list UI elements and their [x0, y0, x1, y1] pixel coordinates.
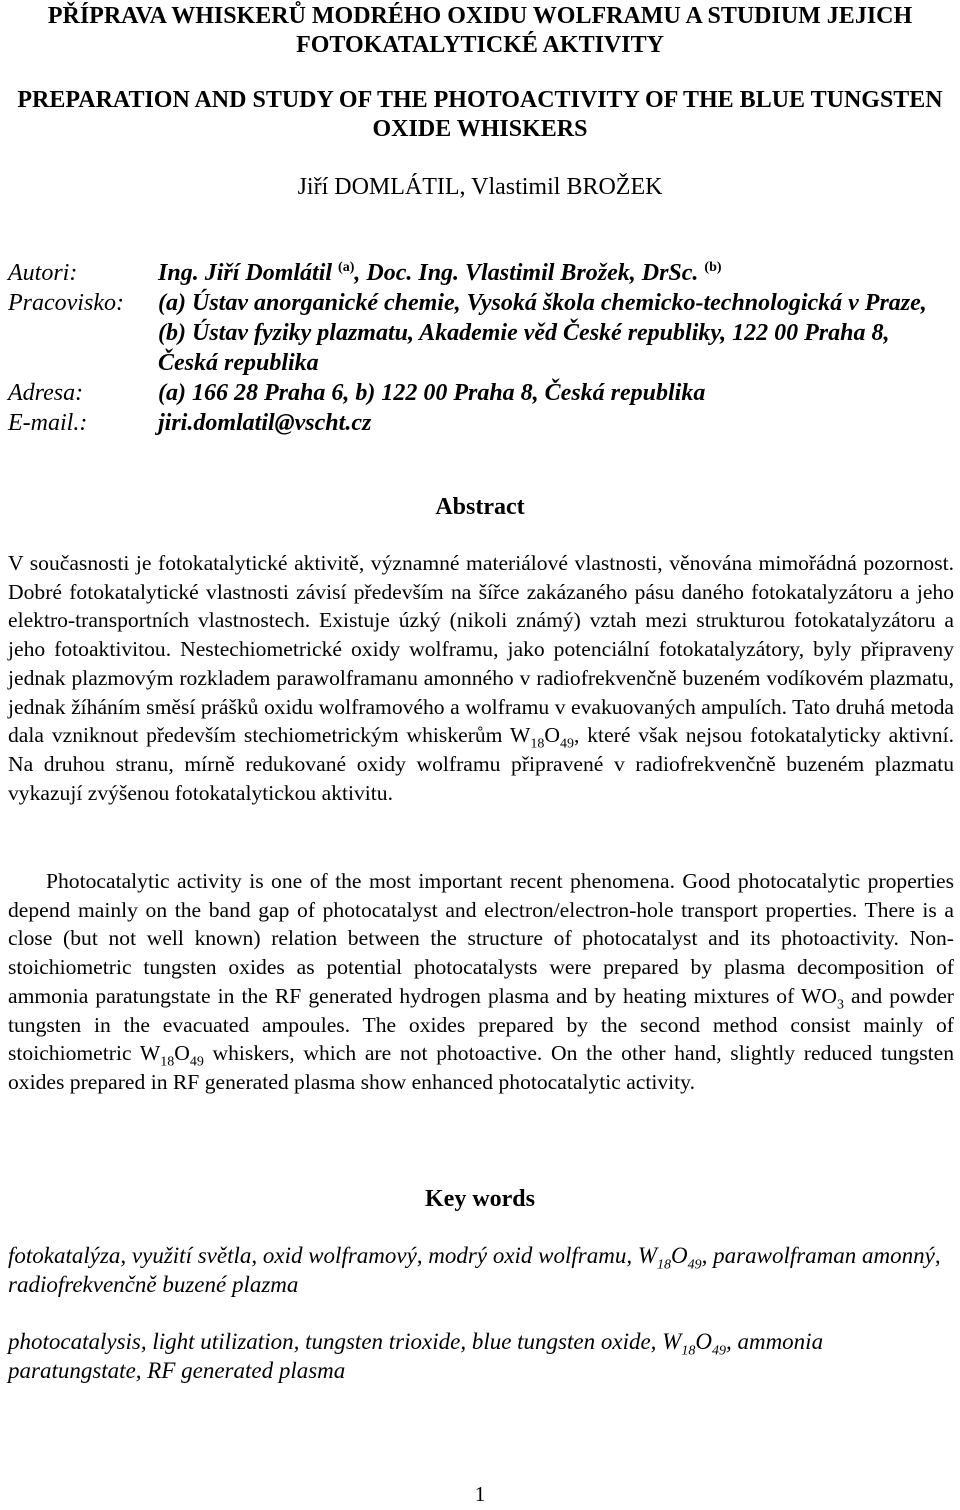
info-label-autori: Autori: [8, 260, 78, 286]
title-czech: PŘÍPRAVA WHISKERŮ MODRÉHO OXIDU WOLFRAMU A STUDIUM JEJICH FOTOKATALYTICKÉ AKTIVITY [47, 3, 913, 58]
formula-subscript: 18 [681, 1343, 696, 1359]
formula-element: O [695, 1329, 712, 1354]
info-row-autori [8, 258, 952, 288]
author-a: Ing. Jiří Domlátil [158, 260, 333, 286]
info-row-adresa [8, 378, 952, 408]
formula-element: O [174, 1041, 190, 1066]
author-a-affiliation: (a) [338, 260, 355, 275]
authors-line: Jiří DOMLÁTIL, Vlastimil BROŽEK [297, 174, 663, 200]
formula-subscript: 49 [687, 1257, 702, 1273]
formula-subscript: 3 [836, 997, 844, 1013]
abstract-heading: Abstract [435, 494, 525, 520]
keywords-english-text-2: , ammonia paratungstate, RF generated plasma [8, 1329, 824, 1383]
keywords-heading: Key words [425, 1186, 535, 1212]
info-value-adresa: (a) 166 28 Praha 6, b) 122 00 Praha 8, Česká republika [158, 380, 706, 406]
formula-subscript: 18 [530, 736, 545, 752]
info-label-pracovisko: Pracovisko: [8, 290, 124, 316]
abstract-english-text-2: and powder tungsten in the evacuated ampoules. The oxides prepared by the second method consist mainly of stoichiometric W [8, 983, 954, 1066]
abstract-czech-text-2: , které však nejsou fotokatalyticky aktivní. Na druhou stranu, mírně redukované oxidy wolframu připravené v radiofrekvenčně buzeném plazmatu vykazují zvýšenou fotokatalytickou aktivitu. [8, 723, 954, 805]
formula-subscript: 18 [160, 1054, 175, 1070]
keywords-czech-text-1: fotokatalýza, využití světla, oxid wolframový, modrý oxid wolframu, W [8, 1243, 658, 1268]
formula-element: O [544, 723, 560, 748]
formula-subscript: 49 [189, 1054, 204, 1070]
formula-subscript: 49 [559, 736, 574, 752]
formula-subscript: 18 [657, 1257, 672, 1273]
info-value-pracovisko: (a) Ústav anorganické chemie, Vysoká škola chemicko-technologická v Praze, (b) Ústav fyziky plazmatu, Akademie věd České republiky, 122 00 Praha 8, Česká republika [158, 290, 927, 376]
page-number: 1 [474, 1482, 486, 1506]
keywords-czech [8, 1242, 954, 1299]
abstract-czech [8, 549, 954, 807]
title-english: PREPARATION AND STUDY OF THE PHOTOACTIVITY OF THE BLUE TUNGSTEN OXIDE WHISKERS [17, 87, 943, 142]
keywords-english [8, 1328, 954, 1385]
abstract-czech-text-1: V současnosti je fotokatalytické aktivitě, významné materiálové vlastnosti, věnována mimořádná pozornost. Dobré fotokatalytické vlastnosti závisí především na šířce zakázaného pásu daného fotokatalyzátoru a jeho elektro-transportních vlastnostech. Existuje úzký (nikoli známý) vztah mezi strukturou fotokatalyzátoru a jeho fotoaktivitou. Nestechiometrické oxidy wolframu, jako potenciální fotokatalyzátory, byly připraveny jednak plazmovým rozkladem parawolframanu amonného v radiofrekvenčně buzeném vodíkovém plazmatu, jednak žíháním směsí prášků oxidu wolframového a wolframu v evakuovaných ampulích. Tato druhá metoda dala vzniknout především stechiometrickým whiskerům W [8, 551, 954, 748]
author-b-affiliation: (b) [704, 260, 722, 275]
formula-element: O [671, 1243, 688, 1268]
abstract-english-text-1: Photocatalytic activity is one of the most important recent phenomena. Good photocatalytic properties depend mainly on the band gap of photocatalyst and electron/electron-hole transport properties. There is a close (but not well known) relation between the structure of photocatalyst and its photoactivity. Non-stoichiometric tungsten oxides as potential photocatalysts were prepared by plasma decomposition of ammonia paratungstate in the RF generated hydrogen plasma and by heating mixtures of WO [8, 869, 954, 1008]
abstract-english-text-3: whiskers, which are not photoactive. On the other hand, slightly reduced tungsten oxides prepared in RF generated plasma show enhanced photocatalytic activity. [8, 1041, 954, 1094]
abstract-english [8, 867, 954, 1097]
info-row-pracovisko [8, 288, 952, 378]
formula-subscript: 49 [711, 1343, 726, 1359]
info-value-autori [158, 258, 952, 288]
author-b: , Doc. Ing. Vlastimil Brožek, DrSc. [354, 260, 699, 286]
author-info-block [8, 258, 952, 438]
keywords-english-text-1: photocatalysis, light utilization, tungsten trioxide, blue tungsten oxide, W [8, 1329, 682, 1354]
info-label-adresa: Adresa: [8, 380, 84, 406]
keywords-czech-text-2: , parawolframan amonný, radiofrekvenčně buzené plazma [8, 1243, 941, 1297]
info-value-email: jiri.domlatil@vscht.cz [158, 410, 372, 436]
info-row-email [8, 408, 952, 438]
info-label-email: E-mail.: [8, 410, 88, 436]
